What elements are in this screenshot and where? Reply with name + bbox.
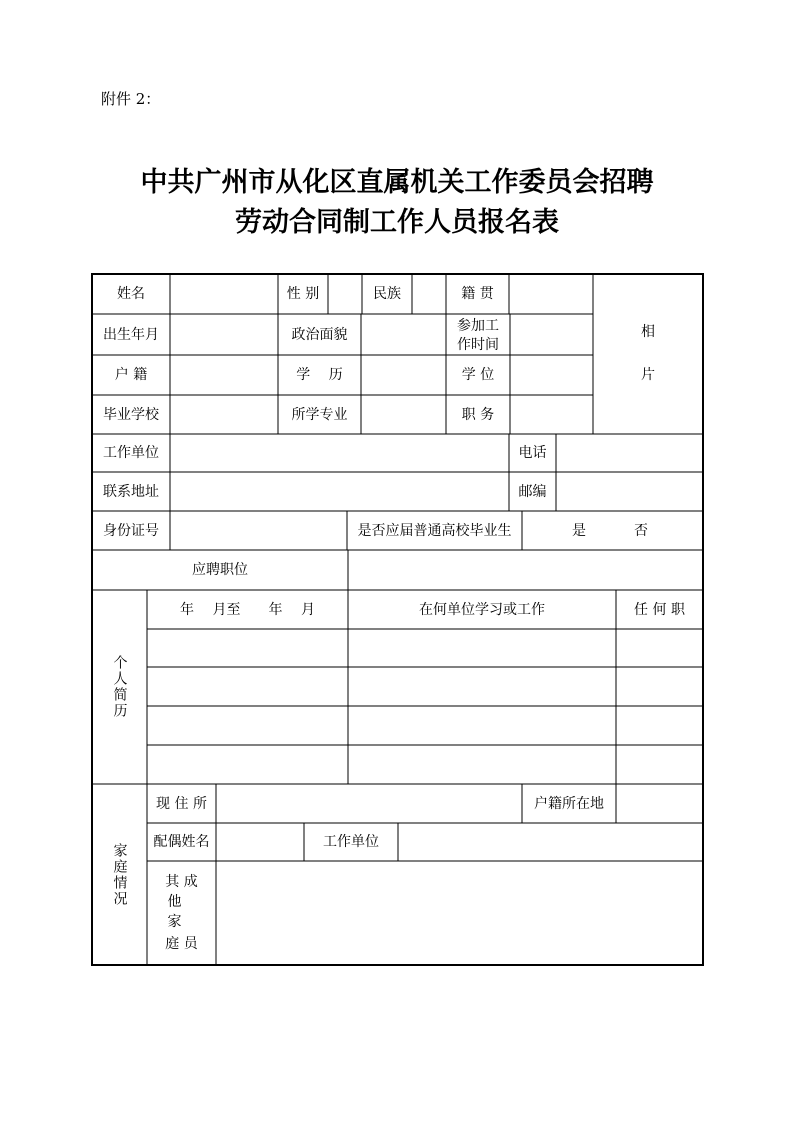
major-label: 所学专业: [291, 406, 348, 423]
resume-period-field[interactable]: [148, 668, 347, 705]
political-status-field[interactable]: [362, 315, 445, 354]
position-label: 职 务: [461, 406, 495, 423]
work-start-label-2: 作时间: [457, 336, 499, 353]
native-place-label: 籍 贯: [461, 286, 494, 302]
resume-unit-field[interactable]: [349, 746, 615, 783]
postcode-label: 邮编: [518, 483, 547, 500]
resume-role-field[interactable]: [617, 746, 702, 783]
work-start-field[interactable]: [511, 315, 592, 354]
spouse-employer-field[interactable]: [399, 824, 702, 860]
household-location-field[interactable]: [617, 785, 702, 822]
resume-unit-field[interactable]: [349, 668, 615, 705]
form-title-line-2: 劳动合同制工作人员报名表: [235, 207, 559, 238]
native-place-field[interactable]: [510, 275, 592, 313]
gender-field[interactable]: [329, 275, 361, 313]
attachment-label: 附件 2：: [101, 90, 161, 108]
phone-label: 电话: [518, 445, 547, 461]
resume-unit-header: 在何单位学习或工作: [419, 601, 545, 618]
resume-period-header: 年 月至 年 月: [180, 601, 315, 618]
no-option[interactable]: 否: [634, 522, 648, 539]
resume-role-field[interactable]: [617, 707, 702, 744]
birth-date-field[interactable]: [171, 315, 277, 354]
spouse-name-field[interactable]: [217, 824, 303, 860]
political-status-label: 政治面貌: [291, 326, 348, 343]
form-title-line-1: 中共广州市从化区直属机关工作委员会招聘: [140, 167, 654, 198]
resume-period-field[interactable]: [148, 746, 347, 783]
photo-label-2: 片: [641, 367, 655, 383]
ethnicity-field[interactable]: [413, 275, 445, 313]
other-members-label-3: 家: [167, 914, 182, 930]
household-field[interactable]: [171, 356, 277, 394]
other-family-members-field[interactable]: [217, 862, 702, 964]
name-label: 姓名: [117, 286, 145, 302]
education-field[interactable]: [362, 356, 445, 394]
spouse-name-label: 配偶姓名: [153, 834, 210, 850]
birth-date-label: 出生年月: [103, 326, 159, 343]
ethnicity-label: 民族: [373, 286, 401, 302]
family-section-label: 家庭情况: [111, 842, 128, 907]
degree-field[interactable]: [511, 356, 592, 394]
work-start-label-1: 参加工: [457, 317, 499, 334]
applied-position-field[interactable]: [349, 551, 702, 589]
postcode-field[interactable]: [557, 473, 702, 510]
applied-position-label: 应聘职位: [192, 562, 248, 578]
school-field[interactable]: [171, 396, 277, 433]
resume-role-field[interactable]: [617, 630, 702, 666]
id-number-field[interactable]: [171, 512, 346, 549]
resume-period-field[interactable]: [148, 707, 347, 744]
major-field[interactable]: [362, 396, 445, 433]
fresh-graduate-label: 是否应届普通高校毕业生: [357, 522, 512, 539]
employer-label: 工作单位: [103, 445, 159, 461]
address-field[interactable]: [171, 473, 508, 510]
photo-box[interactable]: [594, 275, 702, 433]
resume-role-field[interactable]: [617, 668, 702, 705]
id-number-label: 身份证号: [103, 522, 159, 539]
other-members-label-2: 他: [167, 894, 182, 910]
other-members-label-1: 其 成: [165, 874, 198, 890]
current-residence-label: 现 住 所: [156, 795, 207, 812]
resume-unit-field[interactable]: [349, 630, 615, 666]
resume-role-header: 任 何 职: [634, 601, 685, 618]
position-field[interactable]: [511, 396, 592, 433]
other-members-label-4: 庭 员: [165, 936, 198, 952]
resume-unit-field[interactable]: [349, 707, 615, 744]
resume-period-field[interactable]: [148, 630, 347, 666]
name-field[interactable]: [171, 275, 277, 313]
yes-option[interactable]: 是: [572, 522, 586, 539]
household-location-label: 户籍所在地: [534, 795, 604, 812]
spouse-employer-label: 工作单位: [323, 834, 379, 850]
employer-field[interactable]: [171, 435, 508, 471]
photo-label-1: 相: [641, 324, 655, 340]
household-label: 户 籍: [114, 367, 148, 383]
education-label: 学 历: [296, 367, 343, 383]
current-residence-field[interactable]: [217, 785, 521, 822]
address-label: 联系地址: [103, 483, 159, 500]
phone-field[interactable]: [557, 435, 702, 471]
resume-section-label: 个人简历: [111, 655, 128, 719]
school-label: 毕业学校: [103, 406, 159, 423]
gender-label: 性 别: [286, 286, 320, 302]
degree-label: 学 位: [461, 367, 495, 383]
